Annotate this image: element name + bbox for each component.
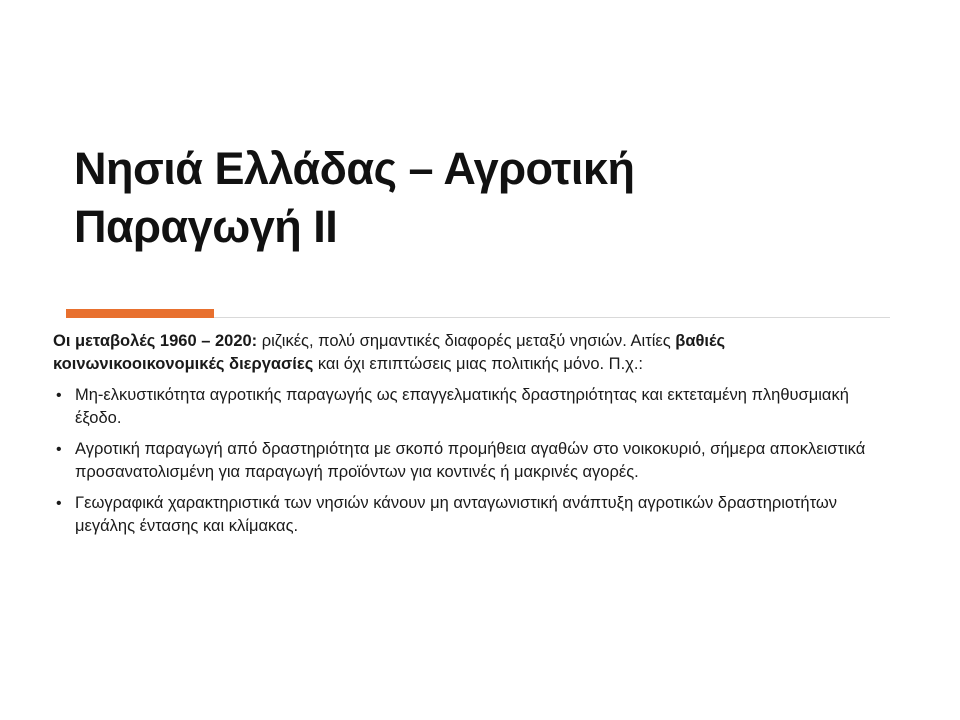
intro-text-1: ριζικές, πολύ σημαντικές διαφορές μεταξύ νησιών. Αιτίες [257, 332, 676, 350]
intro-bold-heading: Οι μεταβολές 1960 – 2020: [53, 332, 258, 350]
bullet-dot-icon: • [56, 387, 62, 404]
bullet-item [53, 438, 893, 484]
slide-title [74, 140, 894, 256]
slide-body [53, 330, 893, 546]
intro-bold-phrase: βαθιές κοινωνικοοικονομικές διεργασίες [53, 332, 726, 373]
slide-title-line-1: Νησιά Ελλάδας – Αγροτική [74, 143, 635, 194]
bullet-dot-icon: • [56, 495, 62, 512]
intro-paragraph [53, 330, 893, 376]
title-divider-line [214, 317, 890, 318]
bullet-text: Μη-ελκυστικότητα αγροτικής παραγωγής ως επαγγελματικής δραστηριότητας και εκτεταμένη πληθυσμιακή έξοδο. [75, 386, 849, 427]
bullet-text: Γεωγραφικά χαρακτηριστικά των νησιών κάνουν μη ανταγωνιστική ανάπτυξη αγροτικών δραστηριοτήτων μεγάλης έντασης και κλίμακας. [75, 494, 837, 535]
title-accent-bar [66, 309, 214, 318]
bullet-dot-icon: • [56, 441, 62, 458]
intro-text-2: και όχι επιπτώσεις μιας πολιτικής μόνο. Π.χ.: [313, 355, 643, 373]
bullet-text: Αγροτική παραγωγή από δραστηριότητα με σκοπό προμήθεια αγαθών στο νοικοκυριό, σήμερα αποκλειστικά προσανατολισμένη για παραγωγή προϊόντων για κοντινές ή μακρινές αγορές. [75, 440, 866, 481]
slide-title-line-2: Παραγωγή ΙΙ [74, 201, 338, 252]
bullet-list [53, 384, 893, 538]
bullet-item [53, 384, 893, 430]
bullet-item [53, 492, 893, 538]
